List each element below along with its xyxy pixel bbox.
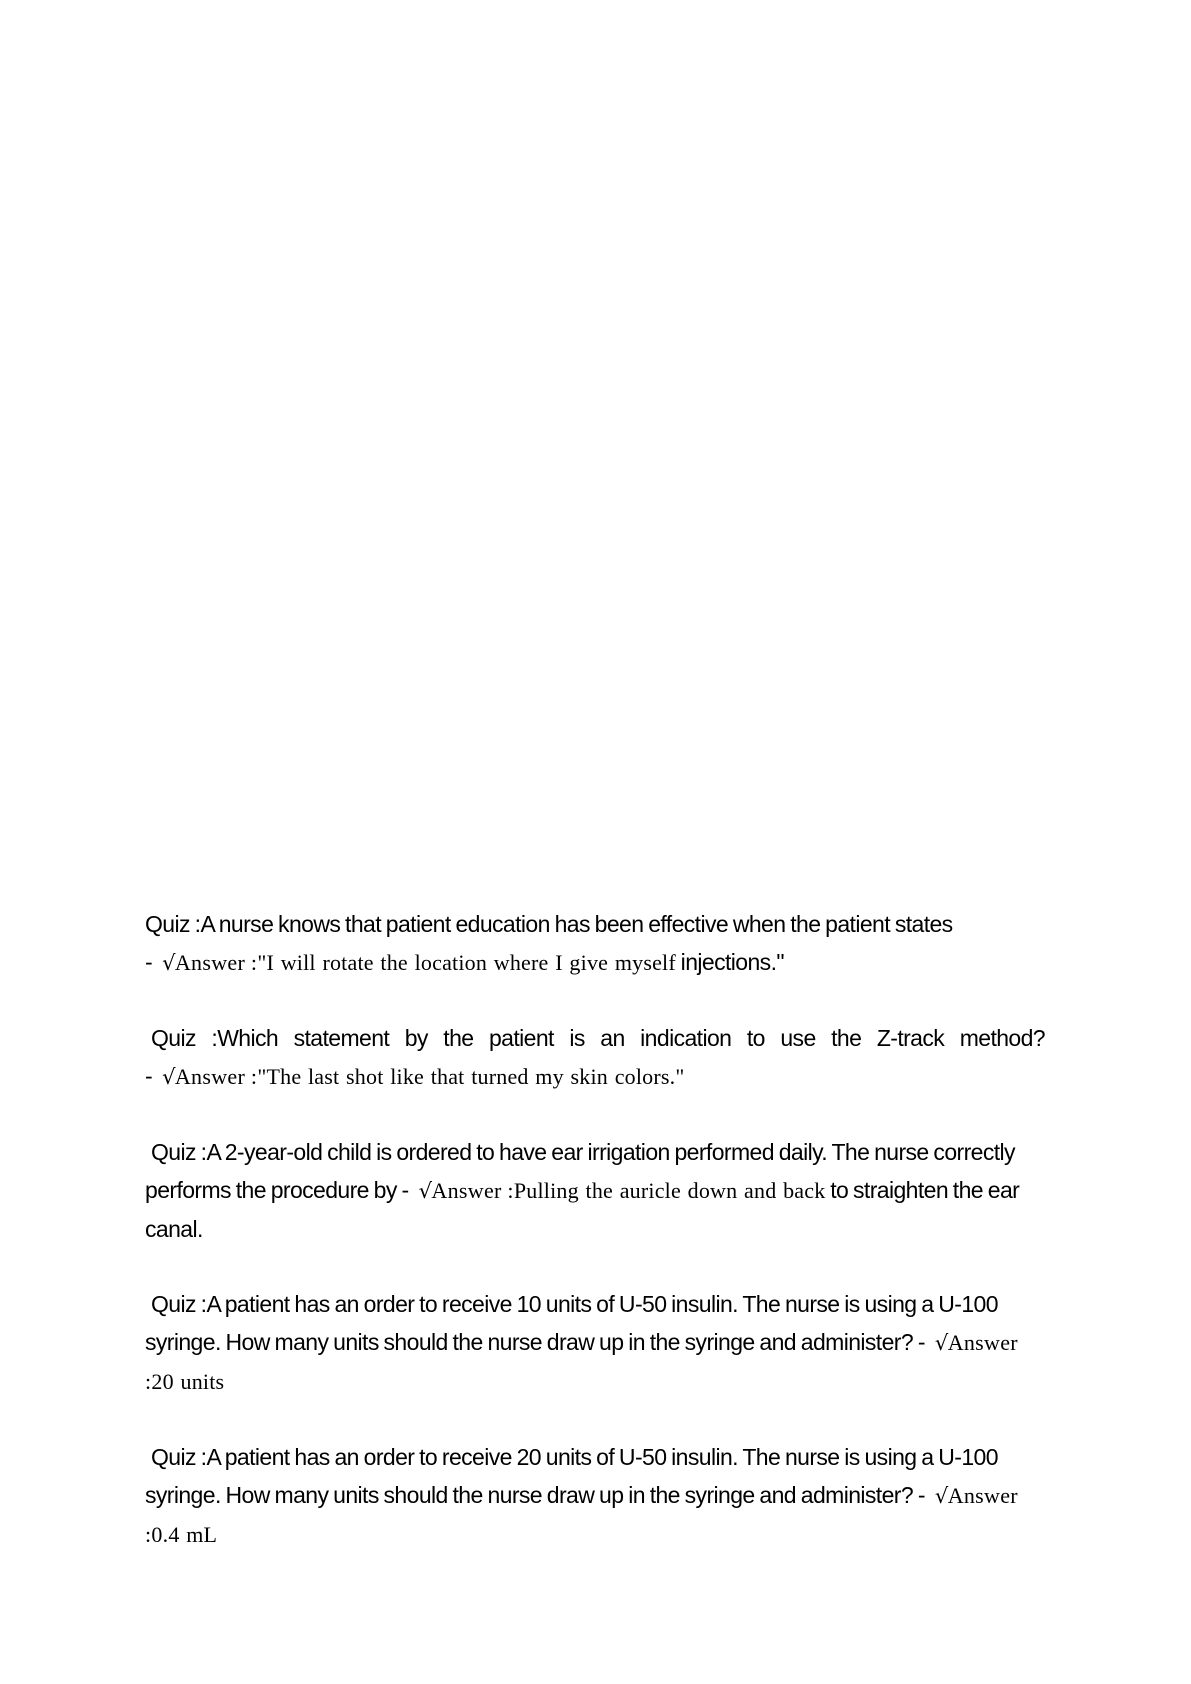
answer-label: Answer : [431, 1178, 514, 1203]
quiz-answer: Pulling the auricle down and back [513, 1178, 826, 1203]
answer-label: Answer : [145, 1330, 1018, 1394]
checkmark-icon: √ [934, 1331, 948, 1355]
quiz-list [145, 905, 1045, 1591]
checkmark-icon: √ [934, 1484, 948, 1508]
quiz-question: Quiz :A nurse knows that patient education has been effective when the patient states - [145, 911, 953, 975]
checkmark-icon: √ [162, 951, 175, 975]
quiz-answer: 0.4 mL [151, 1522, 218, 1547]
quiz-item [145, 1285, 1045, 1401]
checkmark-icon: √ [418, 1179, 432, 1203]
quiz-item [145, 1438, 1045, 1554]
quiz-item [145, 905, 1045, 982]
quiz-question: Quiz :A 2-year-old child is ordered to have ear irrigation performed daily. The nurse correctly performs the procedure by - [145, 1139, 1015, 1203]
answer-label: Answer : [174, 1064, 258, 1089]
quiz-answer-continued: injections." [675, 949, 784, 975]
quiz-answer-continued: to straighten the ear canal. [145, 1177, 1020, 1242]
quiz-answer: "The last shot like that turned my skin colors." [257, 1064, 685, 1089]
quiz-answer: 20 units [151, 1369, 225, 1394]
checkmark-icon: √ [162, 1065, 175, 1089]
quiz-item [145, 1019, 1045, 1096]
answer-label: Answer : [145, 1483, 1018, 1547]
quiz-question: Quiz :Which statement by the patient is an indication to use the Z-track method? - [145, 1025, 1045, 1089]
quiz-answer: "I will rotate the location where I give myself [257, 950, 676, 975]
quiz-question: Quiz :A patient has an order to receive 10 units of U-50 insulin. The nurse is using a U-100 syringe. How many units should the nurse draw up in the syringe and administer? - [145, 1291, 998, 1355]
quiz-question: Quiz :A patient has an order to receive 20 units of U-50 insulin. The nurse is using a U-100 syringe. How many units should the nurse draw up in the syringe and administer? - [145, 1444, 998, 1508]
quiz-item [145, 1133, 1045, 1248]
answer-label: Answer : [174, 950, 258, 975]
